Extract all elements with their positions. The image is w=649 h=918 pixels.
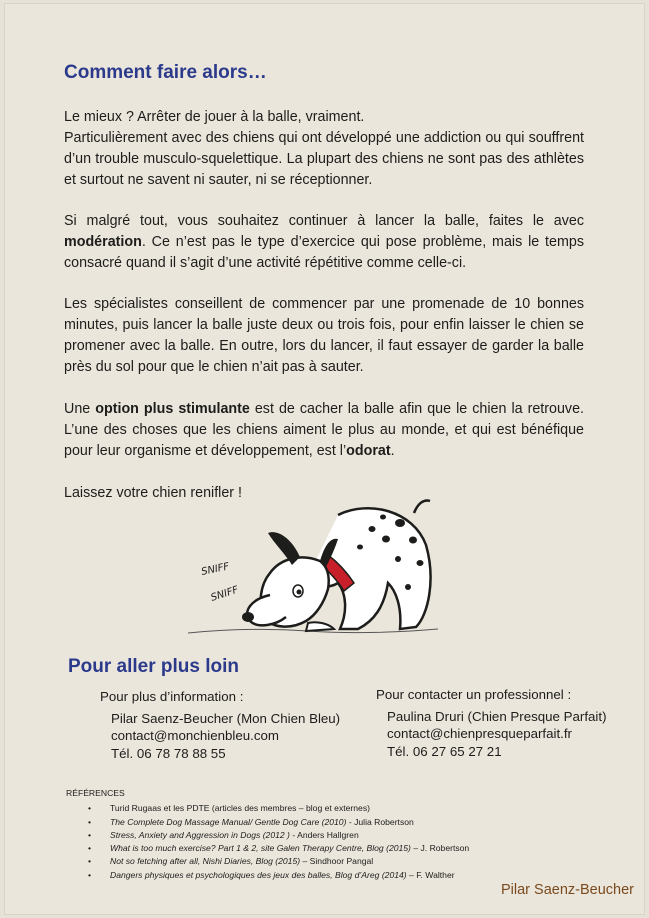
reference-item — [66, 816, 469, 829]
reference-6-author: – F. Walther — [406, 869, 455, 880]
p4-text-c: . — [390, 443, 395, 459]
contact-info-label: Pour plus d’information : — [100, 689, 244, 704]
references-title: RÉFÉRENCES — [66, 788, 125, 798]
p1-line2: Particulièrement avec des chiens qui ont développé une addiction ou qui souffrent d’un trouble musculo-squelettique. La plupart des chiens ne sont pas des athlètes et surtout ne savent ni sauter, ni se réceptionner. — [64, 130, 584, 188]
p2-text-a: Si malgré tout, vous souhaitez continuer à lancer la balle, faites le avec — [64, 213, 584, 229]
p4-text-a: Une — [64, 401, 96, 417]
p2-bold: modération — [64, 234, 142, 250]
p1-line1: Le mieux ? Arrêter de jouer à la balle, vraiment. — [64, 109, 365, 125]
bullet-icon: • — [88, 843, 92, 854]
references-block — [66, 787, 469, 882]
p4-text-b: est de cacher la balle afin que le chien la retrouve. L’une des choses que les chiens aiment le plus au monde, et qui est bénéfique pour leur organisme et développement, est l’ — [64, 401, 585, 459]
reference-item — [66, 802, 469, 815]
reference-4-author: – J. Robertson — [410, 843, 470, 854]
dog-tail — [414, 501, 430, 514]
contact-info-phone: Tél. 06 78 78 88 55 — [111, 745, 226, 761]
reference-2-title: The Complete Dog Massage Manual/ Gentle Dog Care (2010) — [110, 816, 347, 827]
reference-item — [66, 855, 469, 868]
bullet-icon: • — [88, 856, 92, 867]
paragraph-3 — [64, 294, 584, 378]
contact-pro-name: Paulina Druri (Chien Presque Parfait) — [387, 708, 607, 724]
reference-item — [66, 829, 469, 842]
contact-pro-label: Pour contacter un professionnel : — [376, 687, 572, 702]
p5-text: Laissez votre chien renifler ! — [64, 485, 242, 501]
reference-item — [66, 842, 469, 855]
bullet-icon: • — [88, 829, 92, 840]
p3-text: Les spécialistes conseillent de commencer par une promenade de 10 bonnes minutes, puis lancer la balle juste deux ou trois fois, pour enfin laisser le chien se promener avec la balle. En outre, lors du lancer, il faut essayer de garder la balle près du sol pour que le chien n’ait pas à sauter. — [64, 296, 584, 375]
sniff-text-1: SNIFF — [200, 561, 231, 578]
paragraph-4 — [64, 399, 584, 462]
reference-item — [66, 869, 469, 882]
paragraph-2 — [64, 211, 584, 274]
bullet-icon: • — [88, 816, 92, 827]
contact-pro-phone: Tél. 06 27 65 27 21 — [387, 743, 502, 759]
main-heading: Comment faire alors… — [64, 62, 267, 83]
author-signature: Pilar Saenz-Beucher — [501, 882, 634, 898]
contact-info-block — [100, 688, 340, 762]
sniffing-dog-illustration — [188, 495, 438, 640]
sniff-text-2: SNIFF — [209, 584, 240, 604]
p4-bold-odorat: odorat — [346, 443, 391, 459]
paragraph-1 — [64, 107, 584, 191]
contact-pro-email[interactable]: contact@chienpresqueparfait.fr — [387, 726, 572, 741]
p4-bold: option plus stimulante — [95, 401, 250, 417]
reference-3-author: - Anders Hallgren — [289, 829, 359, 840]
section-heading-more: Pour aller plus loin — [68, 656, 240, 677]
reference-4-title: What is too much exercise? Part 1 & 2, site Galen Therapy Centre, Blog (2015) — [110, 843, 411, 854]
bullet-icon: • — [88, 803, 92, 814]
contact-info-name: Pilar Saenz-Beucher (Mon Chien Bleu) — [111, 710, 341, 726]
references-list — [66, 802, 469, 882]
contact-pro-block — [376, 686, 607, 760]
contact-info-email[interactable]: contact@monchienbleu.com — [111, 728, 279, 743]
reference-6-title: Dangers physiques et psychologiques des jeux des balles, Blog d’Areg (2014) — [110, 869, 407, 880]
bullet-icon: • — [88, 869, 92, 880]
reference-1-text: Turid Rugaas et les PDTE (articles des membres – blog et externes) — [110, 803, 370, 814]
reference-5-author: – Sindhoor Pangal — [300, 856, 374, 867]
p2-text-b: . Ce n’est pas le type d’exercice qui pose problème, mais le temps consacré quand il s’agit d’une activité répétitive comme celle-ci. — [64, 234, 584, 271]
reference-2-author: - Julia Robertson — [346, 816, 414, 827]
reference-5-title: Not so fetching after all, Nishi Diaries, Blog (2015) — [110, 856, 301, 867]
reference-3-title: Stress, Anxiety and Aggression in Dogs (2012 ) — [110, 829, 290, 840]
